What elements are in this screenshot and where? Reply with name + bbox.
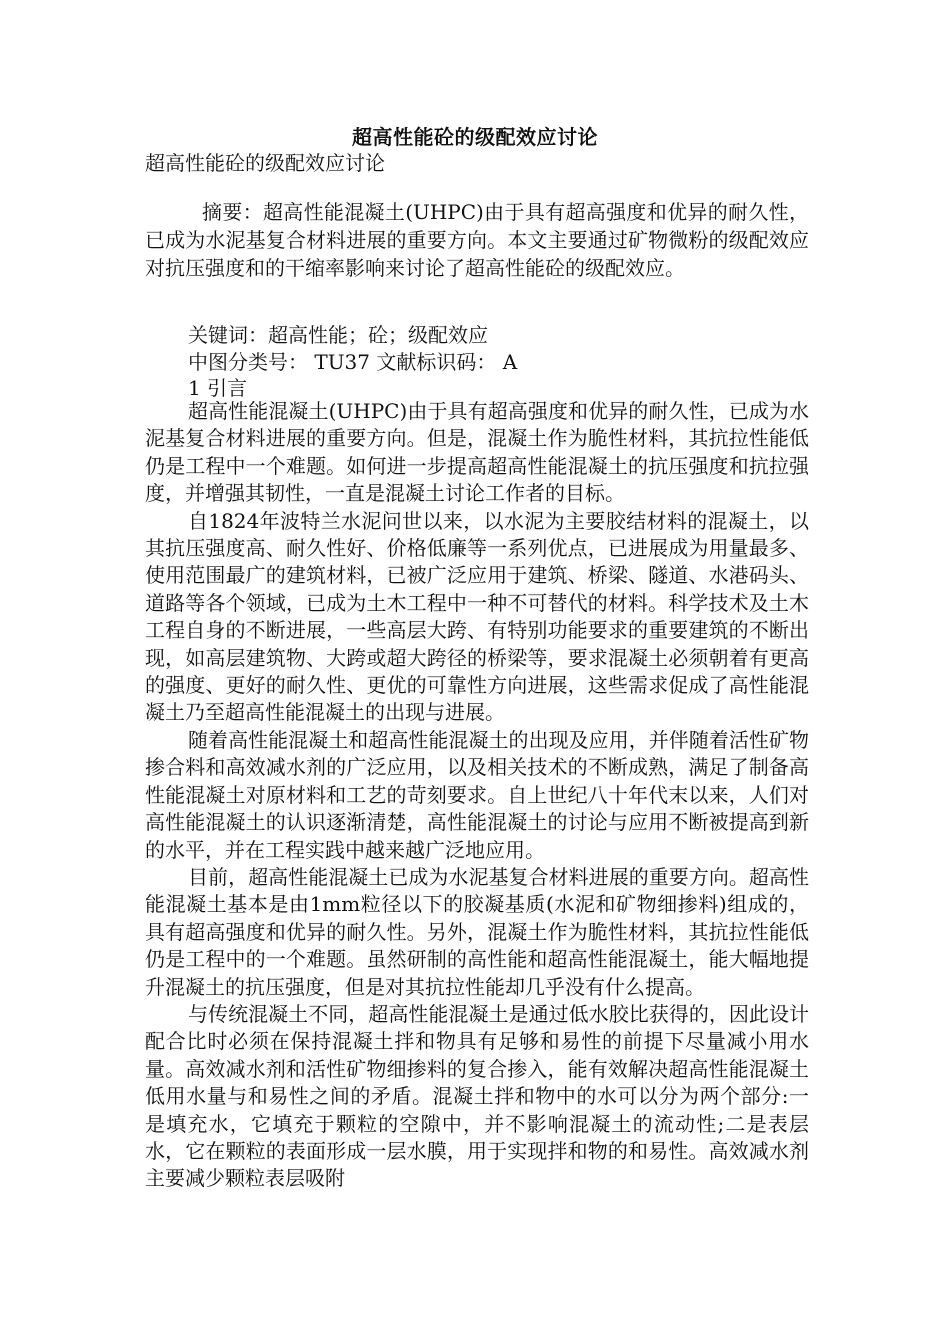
abstract-paragraph: 摘要：超高性能混凝土(UHPC)由于具有超高强度和优异的耐久性，已成为水泥基复合材料进展的重要方向。本文主要通过矿物微粉的级配效应对抗压强度和的干缩率影响来讨论了超高性能砼的级配效应。 bbox=[145, 200, 809, 280]
document-subtitle: 超高性能砼的级配效应讨论 bbox=[145, 151, 385, 175]
body-paragraph: 超高性能混凝土(UHPC)由于具有超高强度和优异的耐久性，已成为水泥基复合材料进展的重要方向。但是，混凝土作为脆性材料，其抗拉性能低仍是工程中一个难题。如何进一步提高超高性能混凝土的抗压强度和抗拉强度，并增强其韧性，一直是混凝土讨论工作者的目标。 bbox=[145, 399, 809, 506]
body-text bbox=[145, 398, 809, 1193]
section-heading: 1 引言 bbox=[188, 376, 248, 400]
body-paragraph: 与传统混凝土不同，超高性能混凝土是通过低水胶比获得的，因此设计配合比时必须在保持混凝土拌和物具有足够和易性的前提下尽量减小用水量。高效减水剂和活性矿物细掺料的复合掺入，能有效解决超高性能混凝土低用水量与和易性之间的矛盾。混凝土拌和物中的水可以分为两个部分:一是填充水，它填充于颗粒的空隙中，并不影响混凝土的流动性;二是表层水，它在颗粒的表面形成一层水膜，用于实现拌和物的和易性。高效减水剂主要减少颗粒表层吸附 bbox=[145, 1001, 809, 1191]
body-paragraph: 自1824年波特兰水泥问世以来，以水泥为主要胶结材料的混凝土，以其抗压强度高、耐久性好、价格低廉等一系列优点，已进展成为用量最多、使用范围最广的建筑材料，已被广泛应用于建筑、桥梁、隧道、水港码头、道路等各个领域，已成为土木工程中一种不可替代的材料。科学技术及土木工程自身的不断进展，一些高层大跨、有特别功能要求的重要建筑的不断出现，如高层建筑物、大跨或超大跨径的桥梁等，要求混凝土必须朝着有更高的强度、更好的耐久性、更优的可靠性方向进展，这些需求促成了高性能混凝土乃至超高性能混凝土的出现与进展。 bbox=[145, 508, 809, 725]
body-paragraph: 随着高性能混凝土和超高性能混凝土的出现及应用，并伴随着活性矿物掺合料和高效减水剂的广泛应用，以及相关技术的不断成熟，满足了制备高性能混凝土对原材料和工艺的苛刻要求。自上世纪八十年代末以来，人们对高性能混凝土的认识逐渐清楚，高性能混凝土的讨论与应用不断被提高到新的水平，并在工程实践中越来越广泛地应用。 bbox=[145, 727, 809, 862]
document-title: 超高性能砼的级配效应讨论 bbox=[352, 125, 598, 149]
keywords-line: 关键词：超高性能；砼；级配效应 bbox=[188, 323, 488, 347]
body-paragraph: 目前，超高性能混凝土已成为水泥基复合材料进展的重要方向。超高性能混凝土基本是由1mm粒径以下的胶凝基质(水泥和矿物细掺料)组成的，具有超高强度和优异的耐久性。另外，混凝土作为脆性材料，其抗拉性能低仍是工程中的一个难题。虽然研制的高性能和超高性能混凝土，能大幅地提升混凝土的抗压强度，但是对其抗拉性能却几乎没有什么提高。 bbox=[145, 864, 809, 999]
classification-line: 中图分类号： TU37 文献标识码： A bbox=[188, 350, 518, 374]
